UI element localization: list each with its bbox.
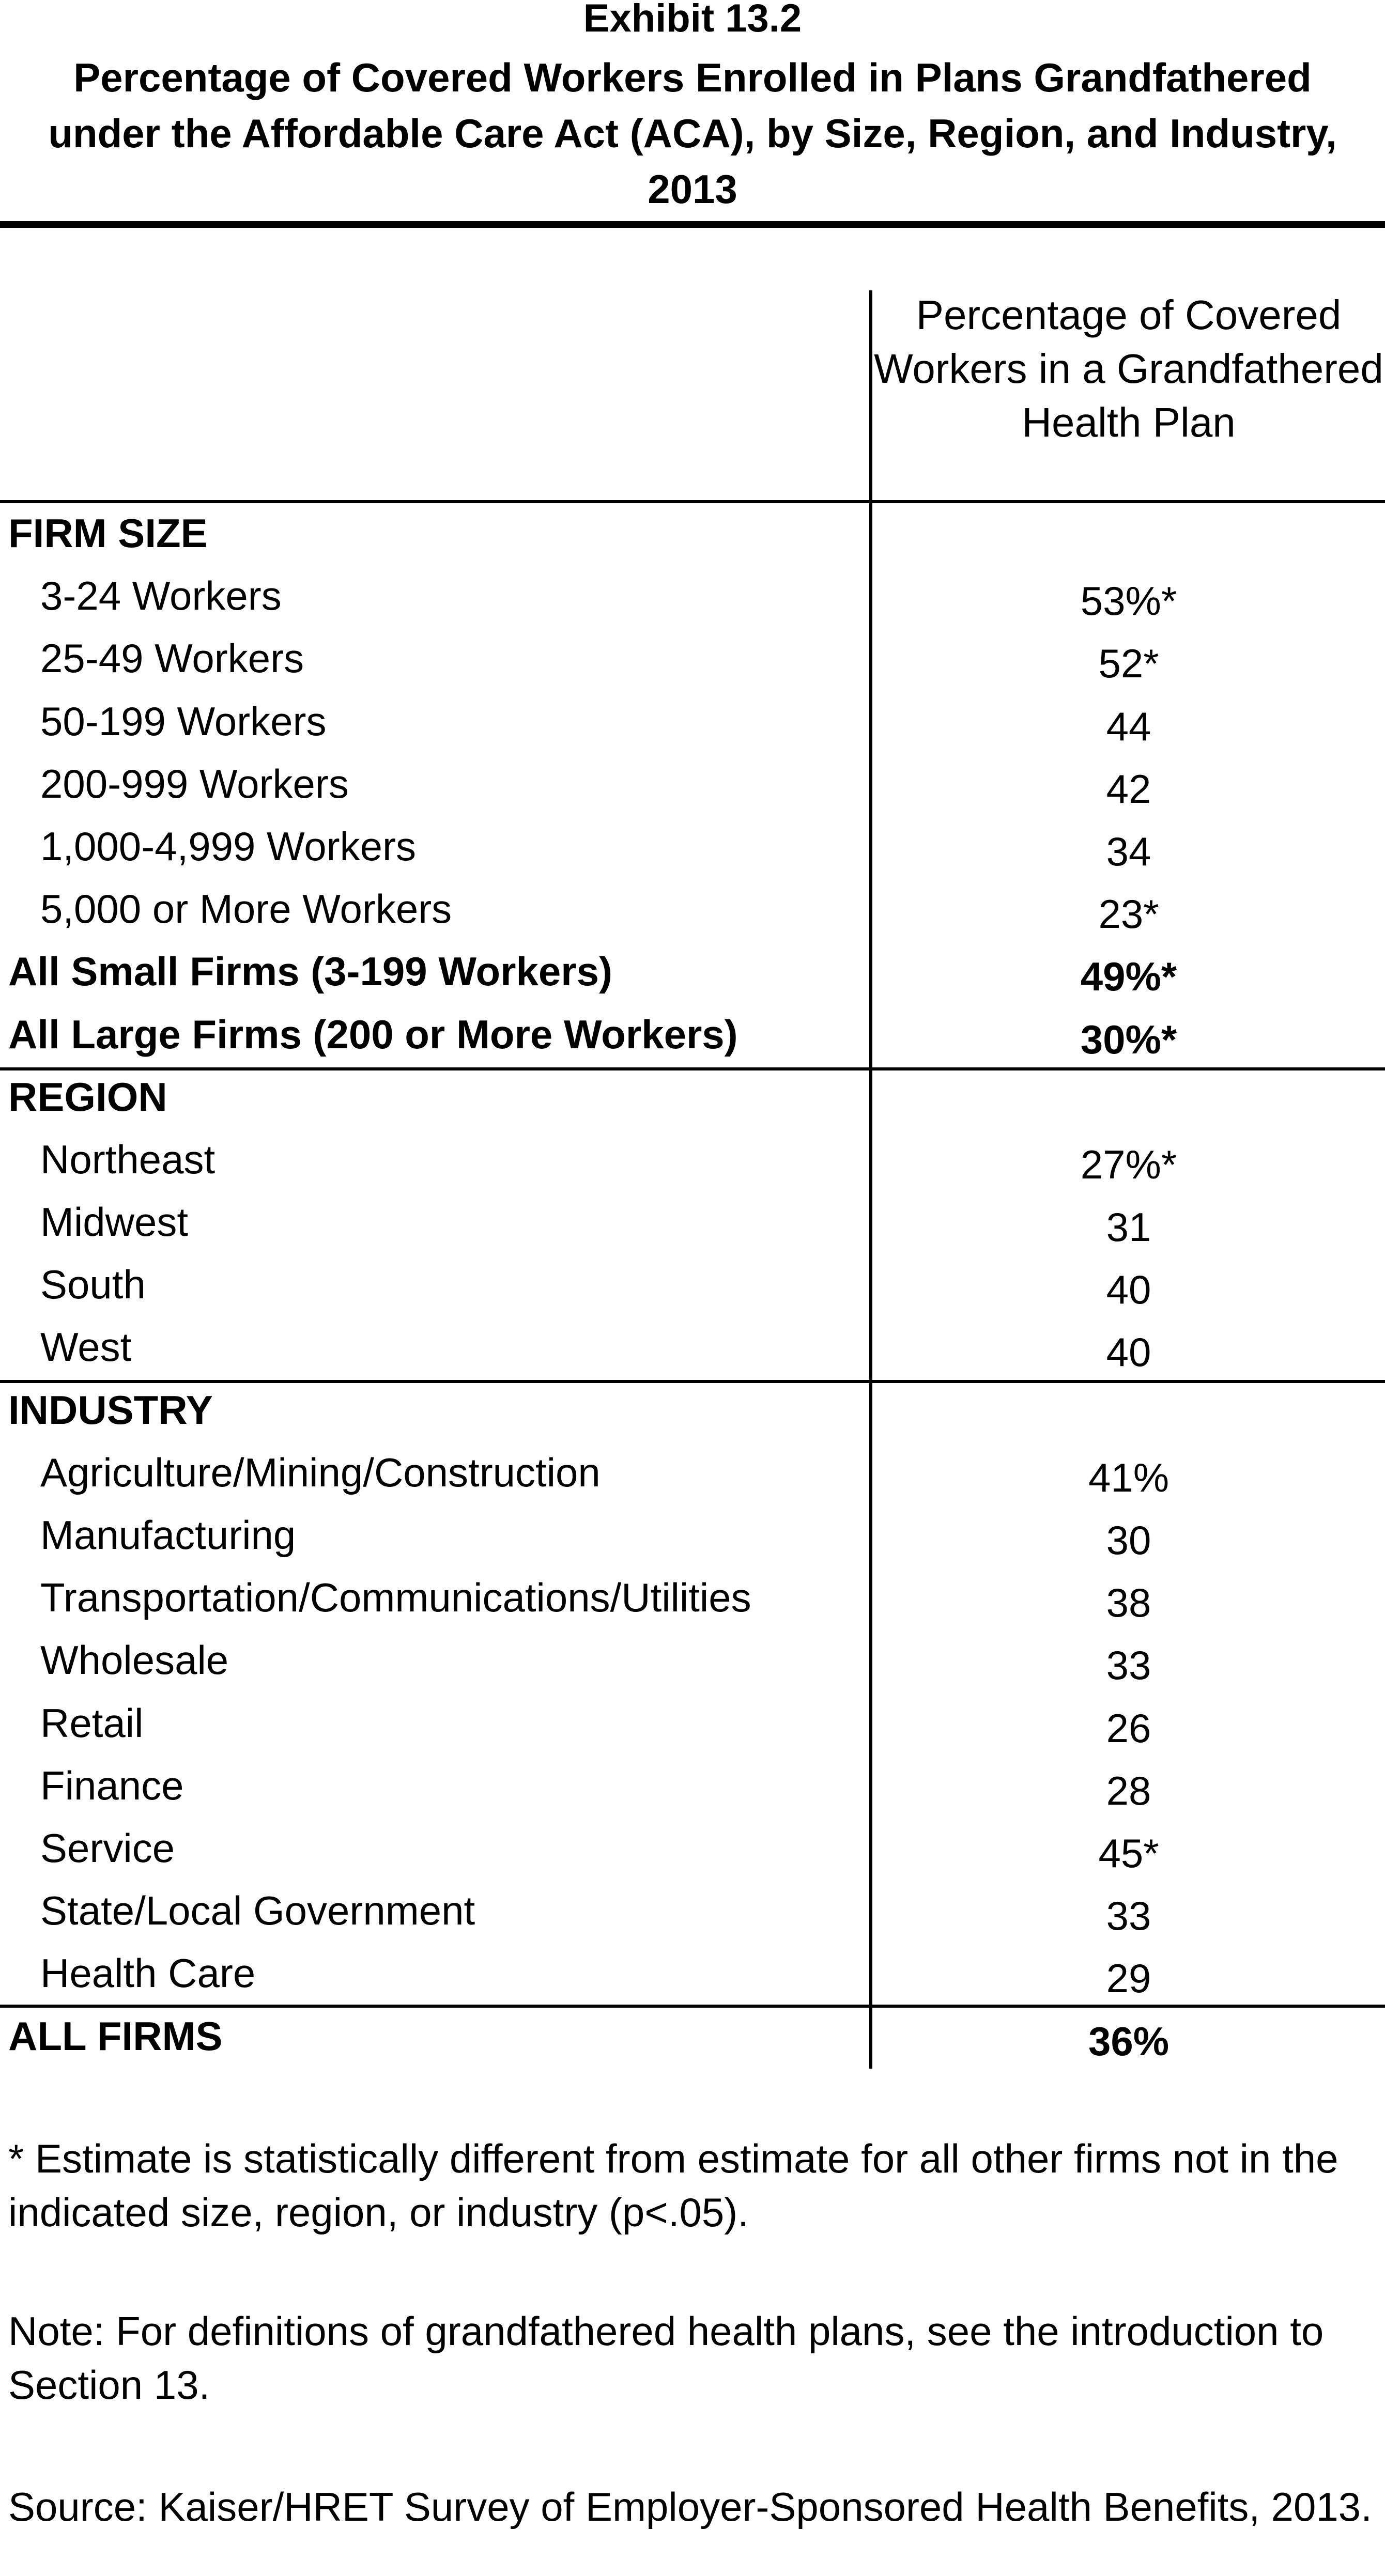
table-row (0, 1755, 1385, 1817)
table-row (0, 2005, 1385, 2068)
table-row (0, 1191, 1385, 1253)
row-label: Agriculture/Mining/Construction (40, 1449, 601, 1495)
row-value: 53%* (1080, 578, 1177, 624)
row-value: 29 (1106, 1956, 1151, 2001)
table-row (0, 940, 1385, 1003)
row-label: State/Local Government (40, 1888, 475, 1934)
table-row (0, 502, 1385, 565)
table-row (0, 815, 1385, 878)
row-label: 25-49 Workers (40, 635, 304, 681)
row-value: 40 (1106, 1267, 1151, 1313)
table-row (0, 1441, 1385, 1504)
table-row (0, 1316, 1385, 1378)
table-row (0, 565, 1385, 627)
table-row (0, 1880, 1385, 1942)
table-row (0, 1817, 1385, 1880)
row-label: Finance (40, 1762, 184, 1808)
table-row (0, 1942, 1385, 2005)
row-label: South (40, 1262, 146, 1308)
row-label: Northeast (40, 1136, 216, 1182)
table-row (0, 1128, 1385, 1191)
table-row (0, 878, 1385, 940)
row-label: Service (40, 1825, 175, 1871)
table-title: Percentage of Covered Workers Enrolled in Plans Grandfathered under the Affordable Care Act (ACA), by Size, Region, and Industry, 2013 (48, 55, 1337, 212)
table-row (0, 753, 1385, 815)
row-value: 28 (1106, 1767, 1151, 1813)
row-label: REGION (8, 1074, 167, 1120)
row-label: INDUSTRY (8, 1387, 213, 1433)
row-value: 44 (1106, 703, 1151, 749)
exhibit-label: Exhibit 13.2 (583, 0, 802, 40)
row-label: Transportation/Communications/Utilities (40, 1575, 751, 1621)
row-value: 38 (1106, 1580, 1151, 1626)
table-row (0, 627, 1385, 690)
table-row (0, 1504, 1385, 1566)
row-value: 41% (1088, 1454, 1169, 1500)
table-row (0, 1692, 1385, 1755)
row-label: All Large Firms (200 or More Workers) (8, 1011, 738, 1057)
row-label: 1,000-4,999 Workers (40, 823, 416, 869)
table-row (0, 1379, 1385, 1441)
row-value: 30%* (1080, 1016, 1177, 1062)
row-value: 42 (1106, 766, 1151, 812)
row-value: 45* (1098, 1830, 1159, 1876)
source-note: Source: Kaiser/HRET Survey of Employer-Sponsored Health Benefits, 2013. (8, 2484, 1372, 2530)
row-value: 26 (1106, 1705, 1151, 1751)
row-value: 34 (1106, 828, 1151, 874)
row-value: 30 (1106, 1517, 1151, 1563)
row-label: FIRM SIZE (8, 510, 208, 556)
table-row (0, 1629, 1385, 1692)
row-value: 33 (1106, 1893, 1151, 1939)
row-value: 31 (1106, 1204, 1151, 1250)
row-label: 5,000 or More Workers (40, 886, 452, 932)
significance-footnote: * Estimate is statistically different from estimate for all other firms not in the indicated size, region, or industry (p<.05). (8, 2136, 1338, 2235)
table-body (0, 502, 1385, 2068)
row-value: 40 (1106, 1329, 1151, 1375)
row-value: 36% (1088, 2018, 1169, 2064)
row-value: 49%* (1080, 954, 1177, 1000)
table-row (0, 690, 1385, 753)
row-value: 23* (1098, 891, 1159, 937)
row-label: West (40, 1324, 132, 1370)
row-label: Retail (40, 1700, 144, 1746)
table-row (0, 1566, 1385, 1629)
row-label: 50-199 Workers (40, 698, 327, 744)
row-label: Wholesale (40, 1637, 229, 1683)
definition-note: Note: For definitions of grandfathered health plans, see the introduction to Section 13. (8, 2308, 1324, 2408)
row-value: 27%* (1080, 1141, 1177, 1187)
row-label: 200-999 Workers (40, 761, 349, 806)
row-value: 33 (1106, 1642, 1151, 1688)
row-label: Midwest (40, 1199, 189, 1245)
row-label: 3-24 Workers (40, 573, 282, 619)
row-value: 52* (1098, 641, 1159, 687)
table-row (0, 1253, 1385, 1316)
table-row (0, 1003, 1385, 1066)
table-row (0, 1066, 1385, 1128)
row-label: Health Care (40, 1950, 256, 1996)
row-label: All Small Firms (3-199 Workers) (8, 949, 613, 995)
row-label: Manufacturing (40, 1512, 296, 1558)
title-rule (0, 221, 1385, 228)
column-header: Percentage of Covered Workers in a Grandfathered Health Plan (874, 292, 1383, 445)
row-label: ALL FIRMS (8, 2013, 223, 2059)
